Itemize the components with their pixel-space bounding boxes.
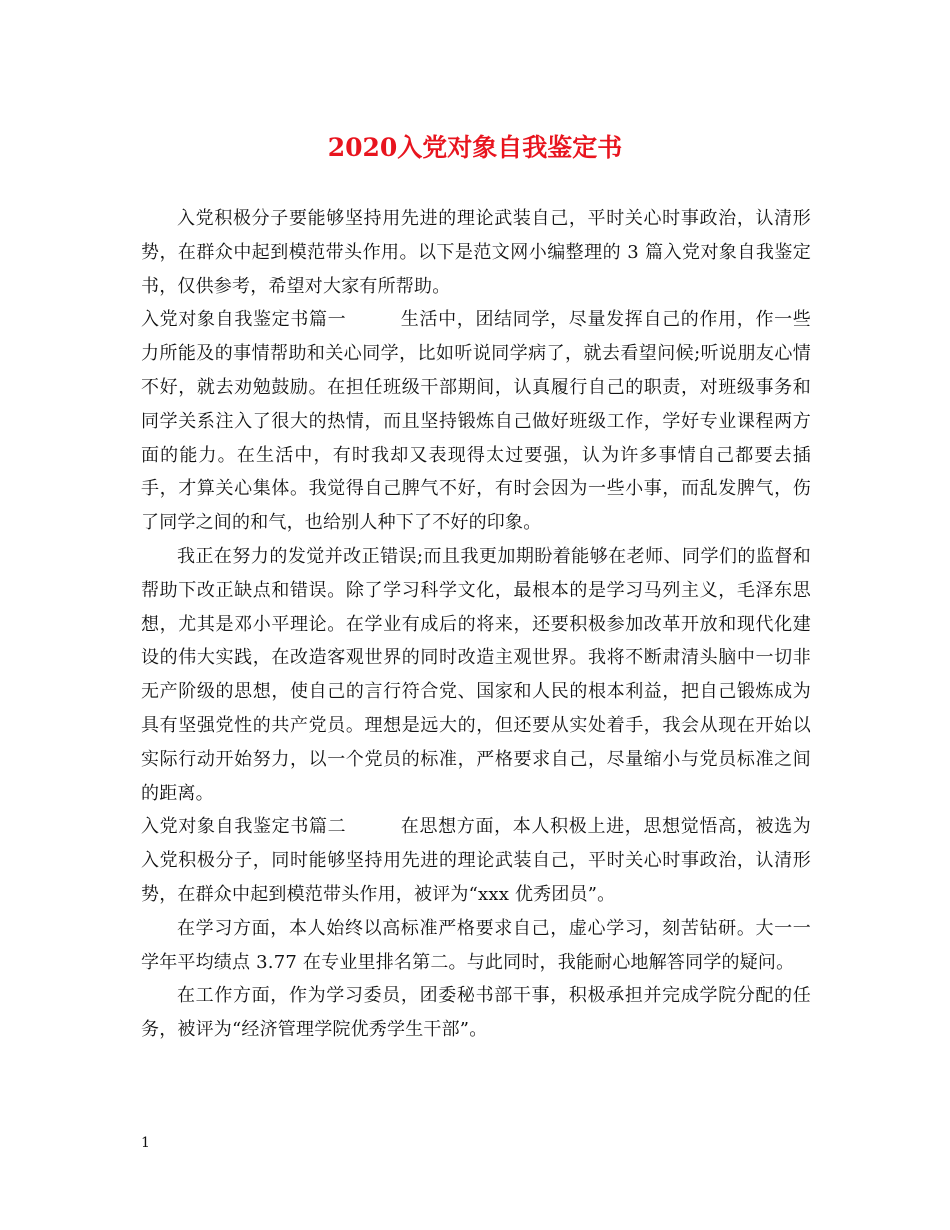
- section-heading-two: 入党对象自我鉴定书篇二: [141, 816, 347, 838]
- section-two-paragraph: [141, 810, 811, 911]
- body-paragraph: [141, 979, 811, 1047]
- paragraph-text: 入党积极分子要能够坚持用先进的理论武装自己，平时关心时事政治，认清形势，在群众中起到模范带头作用。以下是范文网小编整理的 3 篇入党对象自我鉴定书，仅供参考，希望对大家有所帮助。: [141, 208, 811, 297]
- section-heading-one: 入党对象自我鉴定书篇一: [141, 309, 347, 331]
- document-body: [141, 202, 811, 1047]
- paragraph-text: 在工作方面，作为学习委员，团委秘书部干事，积极承担并完成学院分配的任务，被评为“经济管理学院优秀学生干部”。: [141, 985, 811, 1041]
- body-paragraph: [141, 540, 811, 810]
- paragraph-text: 在思想方面，本人积极上进，思想觉悟高，被选为入党积极分子，同时能够坚持用先进的理论武装自己，平时关心时事政治，认清形势，在群众中起到模范带头作用，被评为“xxx 优秀团员”。: [141, 816, 812, 905]
- intro-paragraph: [141, 202, 811, 303]
- paragraph-text: 生活中，团结同学，尽量发挥自己的作用，作一些力所能及的事情帮助和关心同学，比如听说同学病了，就去看望问候;听说朋友心情不好，就去劝勉鼓励。在担任班级干部期间，认真履行自己的职责，对班级事务和同学关系注入了很大的热情，而且坚持锻炼自己做好班级工作，学好专业课程两方面的能力。在生活中，有时我却又表现得太过要强，认为许多事情自己都要去插手，才算关心集体。我觉得自己脾气不好，有时会因为一些小事，而乱发脾气，伤了同学之间的和气，也给别人种下了不好的印象。: [141, 309, 812, 534]
- section-one-paragraph: [141, 303, 811, 540]
- paragraph-text: 在学习方面，本人始终以高标准严格要求自己，虚心学习，刻苦钻研。大一一学年平均绩点 3.77 在专业里排名第二。与此同时，我能耐心地解答同学的疑问。: [141, 917, 811, 973]
- paragraph-text: 我正在努力的发觉并改正错误;而且我更加期盼着能够在老师、同学们的监督和帮助下改正缺点和错误。除了学习科学文化，最根本的是学习马列主义，毛泽东思想，尤其是邓小平理论。在学业有成后的将来，还要积极参加改革开放和现代化建设的伟大实践，在改造客观世界的同时改造主观世界。我将不断肃清头脑中一切非无产阶级的思想，使自己的言行符合党、国家和人民的根本利益，把自己锻炼成为具有坚强党性的共产党员。理想是远大的，但还要从实处着手，我会从现在开始以实际行动开始努力，以一个党员的标准，严格要求自己，尽量缩小与党员标准之间的距离。: [141, 545, 811, 804]
- document-title: 2020入党对象自我鉴定书: [327, 133, 623, 162]
- body-paragraph: [141, 912, 811, 980]
- page-number: 1: [141, 1135, 150, 1151]
